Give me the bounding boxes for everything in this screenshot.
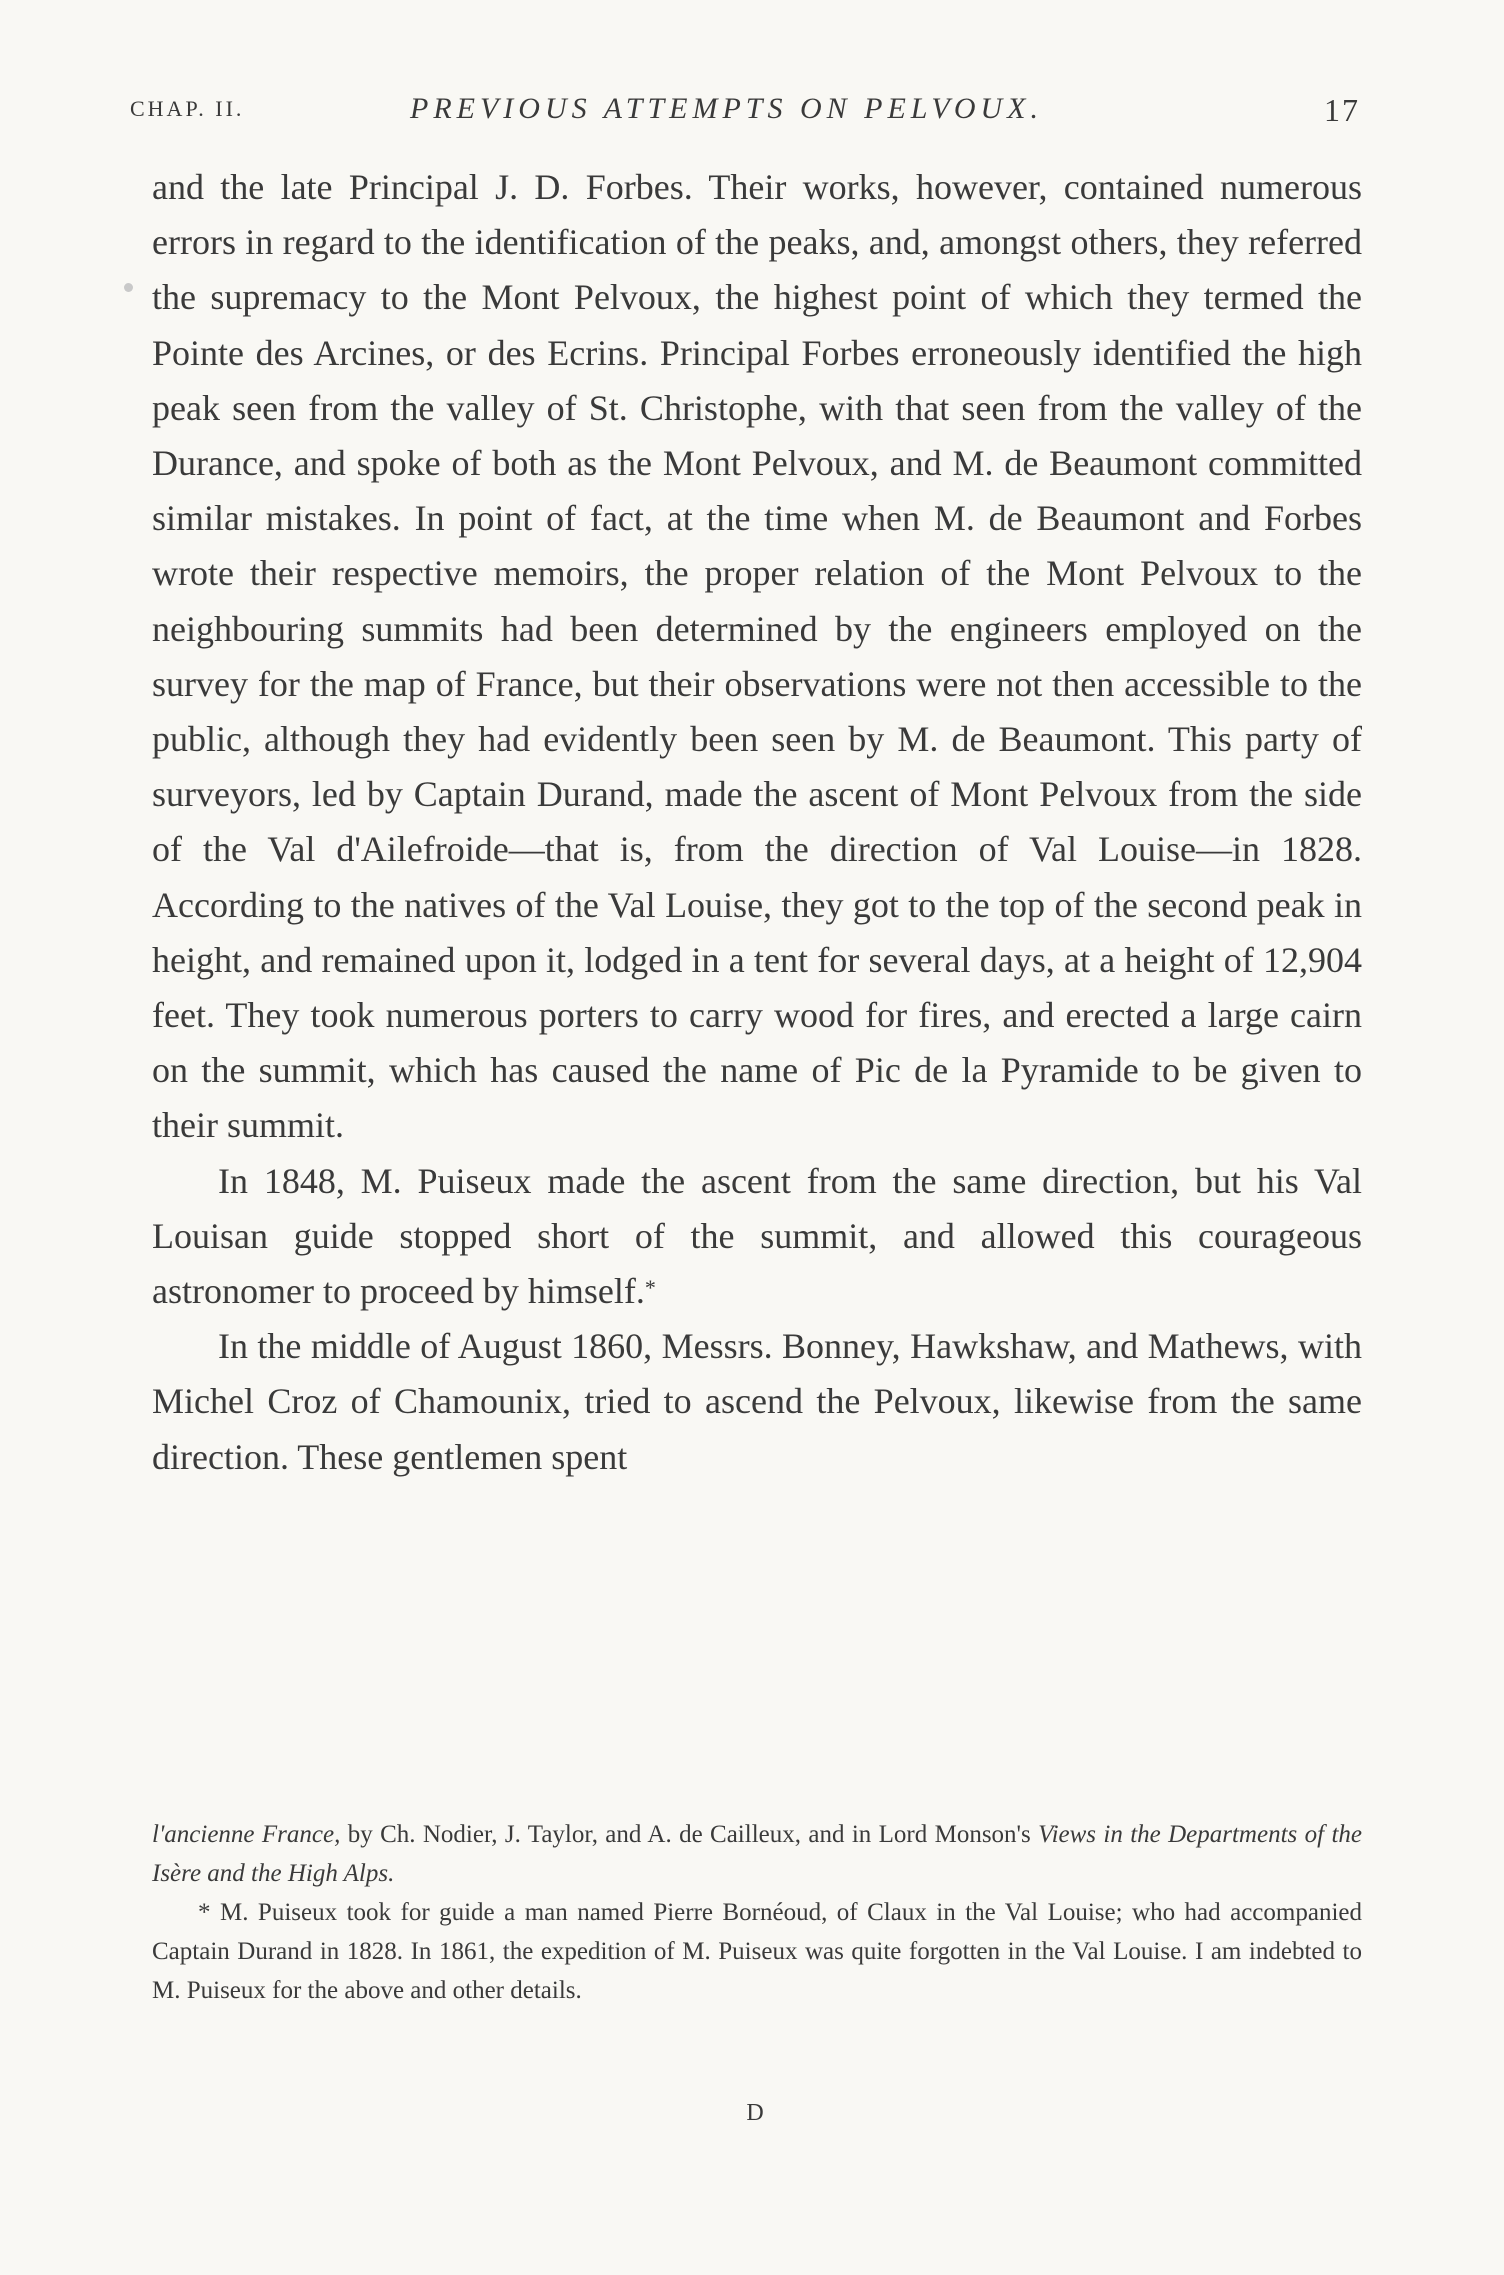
- footnote-reference: *: [644, 1275, 656, 1301]
- footnote-continued: [152, 1815, 1362, 1893]
- page-number: 17: [1324, 92, 1360, 128]
- running-title: PREVIOUS ATTEMPTS ON PELVOUX.: [410, 92, 1043, 125]
- body-text: [152, 160, 1362, 1485]
- chapter-label: CHAP. II.: [130, 96, 245, 121]
- footnote-book-title: l'ancienne France,: [152, 1821, 341, 1848]
- footnote-puiseux-text: M. Puiseux took for guide a man named Pierre Bornéoud, of Claux in the Val Louise; who had accompanied Captain Durand in 1828. In 1861, the expedition of M. Puiseux was quite forgotten in the Val Louise. I am indebted to M. Puiseux for the above and other details.: [152, 1899, 1362, 2004]
- footnote-continued-text: by Ch. Nodier, J. Taylor, and A. de Cailleux, and in Lord Monson's: [340, 1821, 1039, 1848]
- paragraph-puiseux: [152, 1154, 1362, 1320]
- paragraph-puiseux-text: In 1848, M. Puiseux made the ascent from the same direction, but his Val Louisan guide stopped short of the summit, and allowed this courageous astronomer to proceed by himself.: [152, 1160, 1362, 1312]
- footnote-book-title-2: Views in the Departments of the Isère and the High Alps.: [152, 1821, 1362, 1887]
- footnotes: [152, 1815, 1362, 2010]
- footnote-marker: *: [198, 1899, 211, 1926]
- paragraph-continued: and the late Principal J. D. Forbes. Their works, however, contained numerous errors in regard to the identification of the peaks, and, amongst others, they referred the supremacy to the Mont Pelvoux, the highest point of which they termed the Pointe des Arcines, or des Ecrins. Principal Forbes erroneously identified the high peak seen from the valley of St. Christophe, with that seen from the valley of the Durance, and spoke of both as the Mont Pelvoux, and M. de Beaumont committed similar mistakes. In point of fact, at the time when M. de Beaumont and Forbes wrote their respective memoirs, the proper relation of the Mont Pelvoux to the neighbouring summits had been determined by the engineers employed on the survey for the map of France, but their observations were not then accessible to the public, although they had evidently been seen by M. de Beaumont. This party of surveyors, led by Captain Durand, made the ascent of Mont Pelvoux from the side of the Val d'Ailefroide—that is, from the direction of Val Louise—in 1828. According to the natives of the Val Louise, they got to the top of the second peak in height, and remained upon it, lodged in a tent for several days, at a height of 12,904 feet. They took numerous porters to carry wood for fires, and erected a large cairn on the summit, which has caused the name of Pic de la Pyramide to be given to their summit.: [152, 167, 1362, 1146]
- footnote-puiseux: [152, 1893, 1362, 2010]
- signature-mark: D: [746, 2100, 764, 2126]
- paper-speck: [124, 283, 133, 292]
- paragraph-bonney: In the middle of August 1860, Messrs. Bonney, Hawkshaw, and Mathews, with Michel Croz of Chamounix, tried to ascend the Pelvoux, likewise from the same direction. These gentlemen spent: [152, 1326, 1362, 1477]
- running-head: [130, 92, 1360, 132]
